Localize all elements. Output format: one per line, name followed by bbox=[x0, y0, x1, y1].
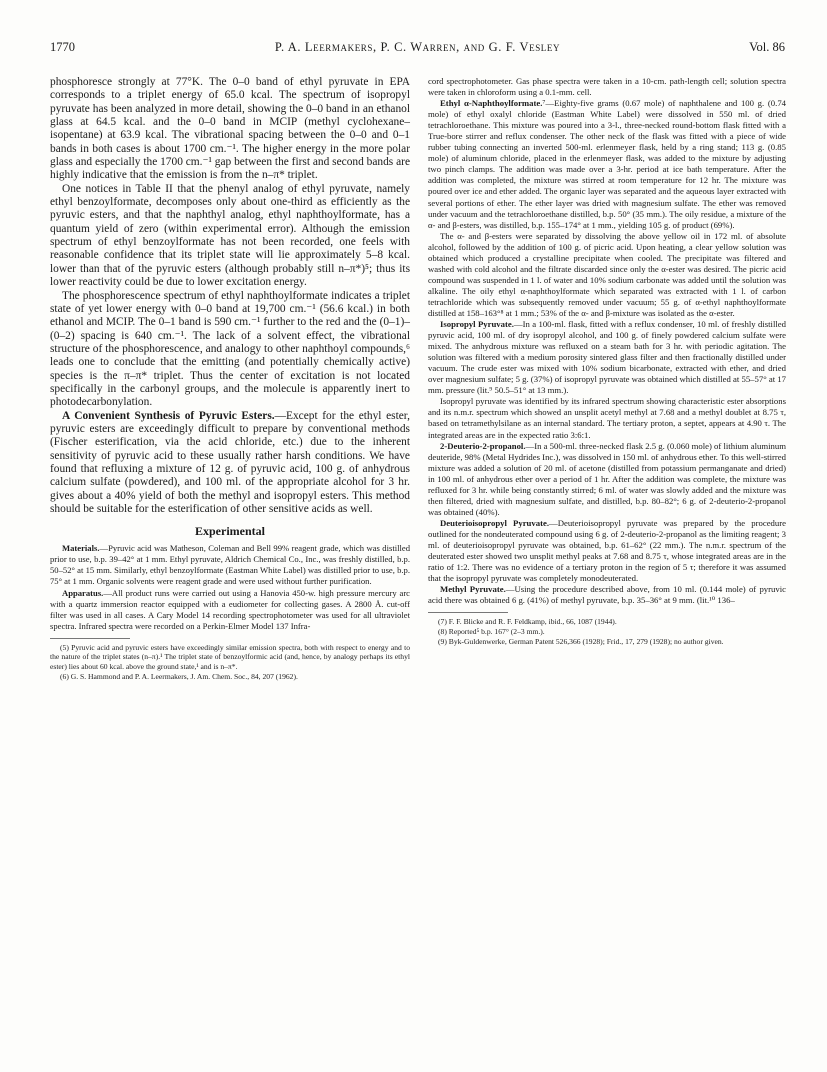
running-header bbox=[50, 40, 785, 60]
paragraph-triplet-energy: phosphoresce strongly at 77°K. The 0–0 band of ethyl pyruvate in EPA corresponds to a triplet energy of 65.0 kcal. The spectrum of isopropyl pyruvate has been analyzed in more detail, showing the 0–0 band in an ethanol glass at 64.5 kcal. and the 0–0 band in MCIP (methyl cyclohexane–isopentane) at 63.9 kcal. The vibrational spacing between the 0–0 and 0–1 bands in both cases is about 1700 cm.⁻¹. The higher energy in the more polar glass and especially the 1700 cm.⁻¹ gap between the first and second bands are highly indicative that the emission is from the n–π* triplet. bbox=[50, 76, 410, 182]
paragraph-spectra-cont: cord spectrophotometer. Gas phase spectra were taken in a 10-cm. path-length cell; solution spectra were taken in chloroform using a 0.1-mm. cell. bbox=[428, 76, 786, 98]
apparatus-text: —All product runs were carried out using a Hanovia 450-w. high pressure mercury arc with a quartz immersion reactor equipped with a eudiometer for collecting gases. A 2800 Å. cut-off filter was used in all cases. A Cary Model 14 recording spectrophotometer was used for all ultraviolet spectra. Infrared spectra were recorded on a Perkin-Elmer Model 137 Infra- bbox=[50, 587, 410, 631]
footnote-8: (8) Reported⁵ b.p. 167° (2–3 mm.). bbox=[438, 627, 545, 637]
paragraph-apparatus bbox=[50, 588, 410, 632]
paragraph-methyl-pyruvate bbox=[428, 584, 786, 606]
paragraph-ester-separation: The α- and β-esters were separated by dissolving the above yellow oil in 172 ml. of absolute alcohol, followed by the addition of 100 g. of picric acid. Upon heating, a clear yellow solution was obtained which produced a crystalline precipitate when cooled. The precipitate was filtered and washed with cold alcohol and the filtrate discarded since only the α-ester was desired. The picric acid compound was suspended in 1 l. of water and 10% sodium carbonate was added until the solution was alkaline. The oily ethyl α-naphthoylformate which separated was extracted with 1 l. of carbon tetrachloride which was subsequently removed under vacuum; 55 g. of α-ethyl naphthoylformate distilled at 158–163°⁸ at 1 mm.; 53% of the α- and β-mixture was isolated as the α-ester. bbox=[428, 230, 786, 318]
isopropyl-title: Isopropyl Pyruvate. bbox=[440, 319, 514, 330]
footnote-6: (6) G. S. Hammond and P. A. Leermakers, J. Am. Chem. Soc., 84, 207 (1962). bbox=[60, 671, 298, 681]
volume-label: Vol. 86 bbox=[749, 40, 785, 54]
deuterio-propanol-title: 2-Deuterio-2-propanol. bbox=[440, 440, 526, 451]
synthesis-text: —Except for the ethyl ester, pyruvic esters are exceedingly difficult to prepare by conventional methods (Fischer esterification, via the acid chloride, etc.) due to the inherent sensitivity of pyruvic acid to these usually rather harsh conditions. We have found that refluxing a mixture of 12 g. of pyruvic acid, 100 g. of anhydrous calcium sulfate (powdered), and 100 ml. of the appropriate alcohol for 3 hr. gives about a 40% yield of both the methyl and isopropyl esters. This method should be suitable for the esterification of other sensitive acids as well. bbox=[50, 409, 410, 515]
right-column bbox=[428, 76, 786, 1056]
footnote-rule-right bbox=[428, 612, 508, 613]
deuterioisopropyl-title: Deuterioisopropyl Pyruvate. bbox=[440, 517, 549, 528]
footnote-rule-left bbox=[50, 638, 130, 639]
materials-title: Materials. bbox=[62, 543, 100, 554]
methyl-pyruvate-text: —Using the procedure described above, from 10 ml. (0.144 mole) of pyruvic acid there was obtained 6 g. (41%) of methyl pyruvate, b.p. 35–36° at 9 mm. (lit.¹⁰ 136– bbox=[428, 584, 786, 606]
naphthoylformate-text: ⁷—Eighty-five grams (0.67 mole) of naphthalene and 100 g. (0.74 mole) of ethyl oxalyl chloride (Eastman White Label) were dissolved in 550 ml. of dried tetrachloroethane. This mixture was poured into a 3-l., three-necked round-bottom flask fitted with a True-bore stirrer and reflux condenser. The other neck of the flask was fitted with a piece of wide rubber tubing connecting an inverted 500-ml. erlenmeyer flask, held by a ring stand; 113 g. (0.85 mole) of aluminum chloride, placed in the erlenmeyer flask, was added to the mixture by adjusting two pinch clamps. The addition was made over a 3-hr. period at ice bath temperature. After the addition was completed, the mixture was stirred at room temperature for 12 hr. The mixture was poured over ice and ether added. The organic layer was separated and the aqueous layer extracted with several portions of ether. The ether layer was dried with magnesium sulfate. The ether was removed under vacuum and the tetrachloroethane distilled, b.p. 50° (35 mm.). The oily residue, a mixture of the α- and β-esters, was distilled, b.p. 155–174° at 1 mm., yielding 105 g. of product (69%). bbox=[428, 98, 787, 230]
paragraph-naphthoylformate: The phosphorescence spectrum of ethyl naphthoylformate indicates a triplet state of yet lower energy with 0–0 band at 19,700 cm.⁻¹ (56.6 kcal.) in both ethanol and MCIP. The 0–1 band is 590 cm.⁻¹ further to the red and the (0–1)–(0–2) spacing is 640 cm.⁻¹. The lack of a solvent effect, the vibrational structure of the phosphorescence, and analogy to other naphthoyl compounds,⁶ leads one to conclude that the emitting (and potentially chemically active) species is the π–π* triplet. Thus the center of excitation is not located specifically in the carbonyl groups, and the molecule is apparently inert to photodecarbonylation. bbox=[50, 289, 410, 409]
experimental-heading: Experimental bbox=[195, 524, 265, 539]
page-number: 1770 bbox=[50, 40, 75, 54]
footnote-9: (9) Byk-Guldenwerke, German Patent 526,366 (1928); Frid., 17, 279 (1928); no author given. bbox=[438, 636, 724, 646]
running-authors: P. A. Leermakers, P. C. Warren, and G. F. Vesley bbox=[274, 40, 561, 54]
paragraph-materials bbox=[50, 543, 410, 587]
left-column bbox=[50, 76, 410, 1026]
materials-text: —Pyruvic acid was Matheson, Coleman and Bell 99% reagent grade, which was distilled prior to use, b.p. 39–42° at 1 mm. Ethyl pyruvate, Aldrich Chemical Co., Inc., was freshly distilled, b.p. 50–52° at 15 mm. Similarly, ethyl benzoylformate (Eastman White Label) was distilled prior to use, b.p. 75° at 1 mm. Organic solvents were reagent grade and were used without further purification. bbox=[50, 543, 410, 587]
paragraph-naphthoylformate-prep bbox=[428, 98, 786, 231]
footnote-7: (7) F. F. Blicke and R. F. Feldkamp, ibid., 66, 1087 (1944). bbox=[438, 617, 617, 627]
naphthoylformate-title: Ethyl α-Naphthoylformate. bbox=[440, 98, 543, 109]
synthesis-run-in-title: A Convenient Synthesis of Pyruvic Esters. bbox=[62, 409, 275, 422]
paragraph-deuterio-propanol bbox=[428, 441, 786, 518]
deuterio-propanol-text: —In a 500-ml. three-necked flask 2.5 g. (0.060 mole) of lithium aluminum deuteride, 98% (Metal Hydrides Inc.), was dissolved in 150 ml. of anhydrous ether. To this well-stirred mixture was added a solution of 20 ml. of acetone (distilled from potassium permanganate and dried) in 100 ml. of anhydrous ether over a period of 1 hr. After the addition was complete, the mixture was refluxed for 3 hr. while being constantly stirred; 6 ml. of water was slowly added and the mixture was then filtered, dried with magnesium sulfate, and distilled, b.p. 80–82°; 6 g. of 2-deuterio-2-propanol was obtained (40%). bbox=[428, 440, 786, 517]
footnote-5: (5) Pyruvic acid and pyruvic esters have exceedingly similar emission spectra, both with respect to energy and to the nature of the triplet states (n–π).¹ The triplet state of benzoylformic acid (and, hence, by analogy perhaps its ethyl ester) lies about 60 kcal. above the ground state,¹ and is n–π*. bbox=[50, 642, 410, 671]
paragraph-isopropyl-pyruvate bbox=[428, 319, 786, 396]
apparatus-title: Apparatus. bbox=[62, 587, 104, 598]
paragraph-benzoylformate: One notices in Table II that the phenyl analog of ethyl pyruvate, namely ethyl benzoylformate, decomposes only about one-third as efficiently as the pyruvic esters, and that the naphthyl analog, ethyl naphthoylformate, has a quantum yield of zero (within experimental error). Although the emission spectrum of ethyl benzoylformate has not been recorded, one feels with reasonable confidence that its triplet state will lie approximately 5–8 kcal. lower than that of the pyruvic esters (although probably still n–π*)⁵; thus its lower reactivity could be due to lower excitation energy. bbox=[50, 182, 410, 289]
paragraph-nmr-identification: Isopropyl pyruvate was identified by its infrared spectrum showing characteristic ester absorptions and its n.m.r. spectrum which showed an unsplit acetyl methyl at 7.68 and a methyl doublet at 8.75 τ, based on tetramethylsilane as an internal standard. The tertiary proton, a septet, appears at 4.90 τ. The integrated areas are in the expected ratio 3:6:1. bbox=[428, 396, 786, 440]
paragraph-deuterioisopropyl bbox=[428, 518, 786, 584]
methyl-pyruvate-title: Methyl Pyruvate. bbox=[440, 584, 506, 595]
isopropyl-text: —In a 100-ml. flask, fitted with a reflux condenser, 10 ml. of freshly distilled pyruvic acid, 100 ml. of dry isopropyl alcohol, and 100 g. of finely powdered calcium sulfate were mixed. The anhydrous mixture was refluxed on a steam bath for 3 hr. with periodic agitation. The solution was filtered with a medium porosity sintered glass filter and then fractionally distilled under vacuum. The crude ester was mixed with 10% sodium bicarbonate, extracted with ether, and dried over magnesium sulfate; 5 g. (37%) of isopropyl pyruvate was obtained which distilled at 55–57° at 17 mm. pressure (lit.⁹ 50.5–51° at 13 mm.). bbox=[428, 319, 786, 396]
paragraph-synthesis bbox=[50, 410, 410, 517]
deuterioisopropyl-text: —Deuterioisopropyl pyruvate was prepared by the procedure outlined for the nondeuterated compound using 6 g. of 2-deuterio-2-propanol as the limiting reagent; 3 ml. of deuterioisopropyl pyruvate was obtained, b.p. 61–62° (22 mm.). The n.m.r. spectrum of the deuterated ester showed two unsplit methyl peaks at 7.68 and 8.75 τ, whose integrated areas are in the ratio of 1:2. There was no evidence of a tertiary proton in the region of 5 τ; therefore it was assumed that the isopropyl pyruvate was completely monodeuterated. bbox=[428, 517, 786, 584]
